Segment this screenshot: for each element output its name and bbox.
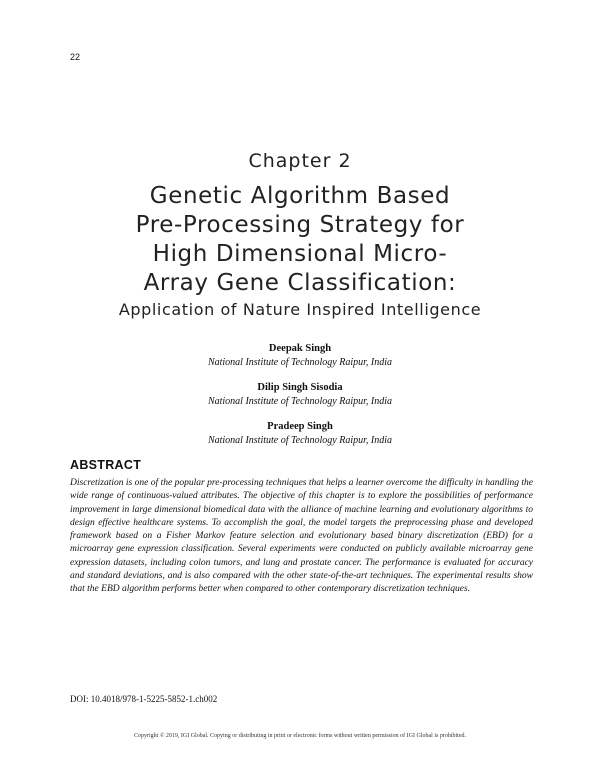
author-affiliation: National Institute of Technology Raipur, India	[207, 435, 393, 446]
abstract-body: Discretization is one of the popular pre-processing techniques that helps a learner overcome the difficulty in handling the wide range of continuous-valued attributes. The objective of this chapter is to explore the possibilities of performance improvement in large dimensional biomedical data with the alliance of machine learning and evolutionary algorithms to design effective healthcare systems. To accomplish the goal, the model targets the preprocessing phase and developed framework based on a Fisher Markov feature selection and evolutionary based binary discretization (EBD) for a microarray gene expression classification. Several experiments were conducted on publicly available microarray gene expression datasets, including colon tumors, and lung and prostate cancer. The performance is evaluated for accuracy and standard deviations, and is also compared with the other state-of-the-art techniques. The experimental results show that the EBD algorithm performs better when compared to other contemporary discretization techniques.	[70, 478, 533, 595]
author-affiliation: National Institute of Technology Raipur, India	[207, 396, 393, 407]
author-affiliation: National Institute of Technology Raipur, India	[207, 357, 393, 368]
chapter-title	[60, 182, 540, 321]
title-line: High Dimensional Micro-	[152, 241, 448, 267]
abstract-heading: ABSTRACT	[70, 458, 142, 472]
chapter-subtitle: Application of Nature Inspired Intelligence	[118, 300, 482, 319]
chapter-label: Chapter 2	[248, 150, 352, 172]
author-list	[0, 342, 600, 459]
title-line: Genetic Algorithm Based	[149, 183, 451, 209]
title-line: Pre-Processing Strategy for	[135, 212, 465, 238]
title-line: Array Gene Classification:	[143, 270, 457, 296]
author-entry	[0, 381, 600, 408]
doi: DOI: 10.4018/978-1-5225-5852-1.ch002	[70, 694, 218, 704]
author-name: Pradeep Singh	[267, 421, 333, 432]
author-name: Deepak Singh	[268, 343, 332, 354]
author-entry	[0, 342, 600, 369]
copyright-notice: Copyright © 2019, IGI Global. Copying or distributing in print or electronic forms without written permission of IGI Global is prohibited.	[133, 733, 466, 739]
author-entry	[0, 420, 600, 447]
author-name: Dilip Singh Sisodia	[257, 382, 343, 393]
page-number: 22	[70, 52, 81, 62]
